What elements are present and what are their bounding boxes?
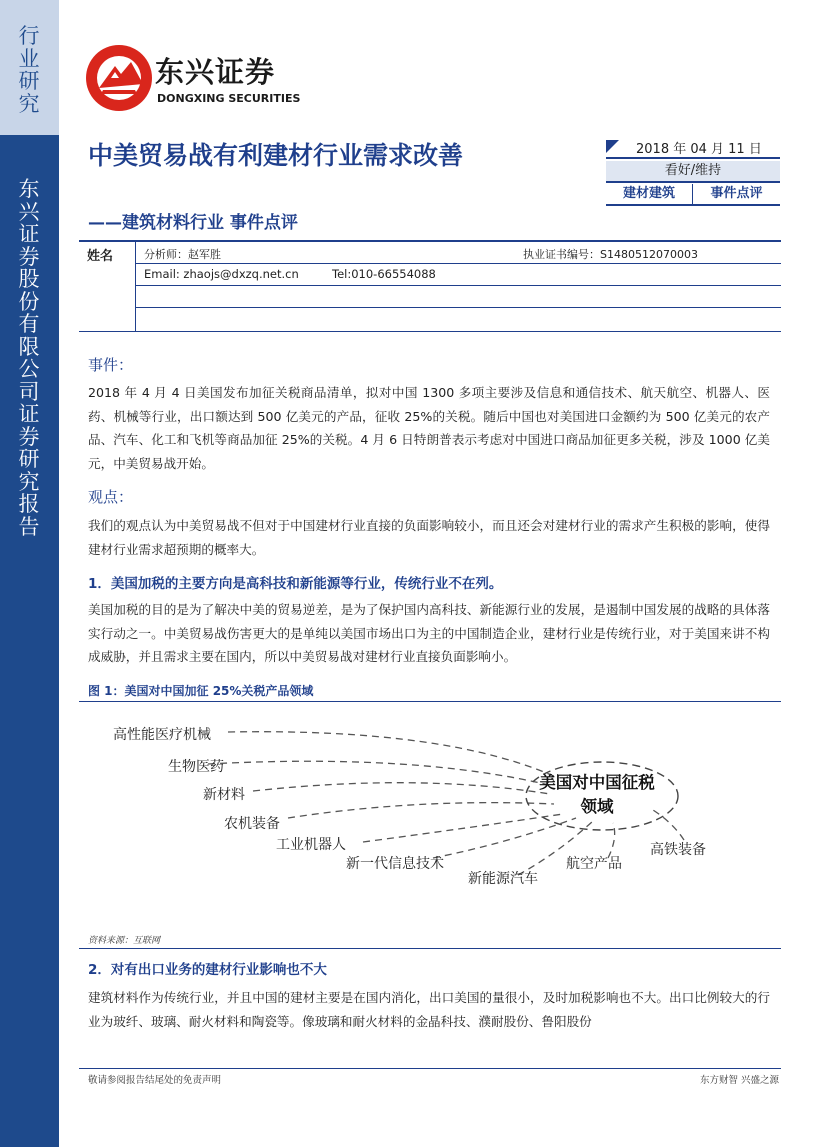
logo-text-cn: 东兴证券: [155, 55, 276, 89]
figure-diagram: [88, 708, 780, 918]
figure-item: 航空产品: [566, 856, 622, 872]
figure-item: 生物医药: [168, 759, 224, 775]
sidebar-company: 东兴证券股份有限公司证券研究报告: [18, 177, 40, 539]
event-paragraph: 2018 年 4 月 4 日美国发布加征关税商品清单，拟对中国 1300 多项主要涉及信息和通信技术、航天航空、机器人、医药、机械等行业，出口额达到 500 亿美元的产品，征收 25%的关税。随后中国也对美国进口金额约为 500 亿美元的农产品、汽车、化工和飞机等商品加征 25%的关税。4 月 6 日特朗普表示考虑对中国进口商品加征更多关税，涉及 1000 亿美元，中美贸易战开始。: [88, 385, 770, 471]
figure-item: 高性能医疗机械: [113, 727, 211, 743]
sidebar-category-panel: [0, 0, 59, 135]
report-info-box: [606, 137, 780, 205]
analyst-table: [79, 240, 781, 332]
analyst-email[interactable]: Email: zhaojs@dxzq.net.cn: [144, 267, 299, 281]
report-date: 2018 年 04 月 11 日: [636, 142, 762, 157]
figure-item: 新一代信息技术: [346, 856, 444, 872]
divider: [79, 701, 781, 702]
report-title: 中美贸易战有利建材行业需求改善: [88, 141, 464, 170]
analyst-cert: 执业证书编号：S1480512070003: [523, 248, 698, 261]
rating-badge: 看好/维持: [606, 161, 780, 181]
table-row-line: [135, 307, 781, 308]
point2-paragraph: 建筑材料作为传统行业，并且中国的建材主要是在国内消化，出口美国的量很小，及时加税影响也不大。出口比例较大的行业为玻纤、玻璃、耐火材料和陶瓷等。像玻璃和耐火材料的金晶科技、濮耐股份、鲁阳股份: [88, 990, 770, 1029]
figure-item: 新材料: [203, 787, 245, 803]
report-subtitle: ——建筑材料行业 事件点评: [88, 213, 298, 233]
figure-item: 高铁装备: [650, 842, 706, 858]
analyst-label: 姓名: [87, 249, 114, 264]
figure-title: 图 1：美国对中国加征 25%关税产品领域: [88, 684, 314, 698]
view-paragraph: 我们的观点认为中美贸易战不但对于中国建材行业直接的负面影响较小，而且还会对建材行业的需求产生积极的影响，使得建材行业需求超预期的概率大。: [88, 518, 770, 557]
point1-paragraph: 美国加税的目的是为了解决中美的贸易逆差，是为了保护国内高科技、新能源行业的发展，是遏制中国发展的战略的具体落实行动之一。中美贸易战伤害更大的是单纯以美国市场出口为主的中国制造企业，建材行业是传统行业，对于美国来讲不构成威胁，并且需求主要在国内，所以中美贸易战对建材行业直接负面影响小。: [88, 602, 770, 664]
divider: [79, 948, 781, 949]
divider: [606, 204, 780, 206]
divider: [606, 157, 780, 159]
footer-disclaimer: 敬请参阅报告结尾处的免责声明: [88, 1075, 222, 1086]
event-heading: 事件：: [88, 356, 134, 374]
view-heading: 观点：: [88, 488, 134, 506]
report-type-tag: 事件点评: [710, 186, 763, 201]
point2-heading: 2．对有出口业务的建材行业影响也不大: [88, 962, 327, 978]
footer-divider: [79, 1068, 781, 1069]
analyst-name: 分析师：赵军胜: [144, 248, 221, 261]
figure-center-label: 美国对中国征税领域: [539, 773, 655, 816]
logo-text-en: DONGXING SECURITIES: [157, 92, 301, 105]
sidebar-company-panel: [0, 135, 59, 1147]
divider: [606, 181, 780, 183]
table-divider: [135, 242, 136, 331]
corner-triangle-icon: [606, 140, 619, 153]
analyst-tel: Tel:010-66554088: [332, 267, 436, 281]
figure-item: 农机装备: [224, 816, 280, 832]
point1-heading: 1．美国加税的主要方向是高科技和新能源等行业，传统行业不在列。: [88, 576, 503, 592]
table-row-line: [135, 263, 781, 264]
table-row-line: [135, 285, 781, 286]
figure-item: 工业机器人: [276, 837, 346, 853]
figure-source: 资料来源：互联网: [88, 936, 161, 946]
industry-tag: 建材建筑: [606, 184, 693, 204]
company-logo: [85, 44, 305, 114]
sidebar-category: 行业研究: [18, 24, 40, 116]
footer-slogan: 东方财智 兴盛之源: [699, 1075, 779, 1086]
figure-item: 新能源汽车: [468, 871, 538, 887]
logo-icon: [85, 44, 153, 112]
